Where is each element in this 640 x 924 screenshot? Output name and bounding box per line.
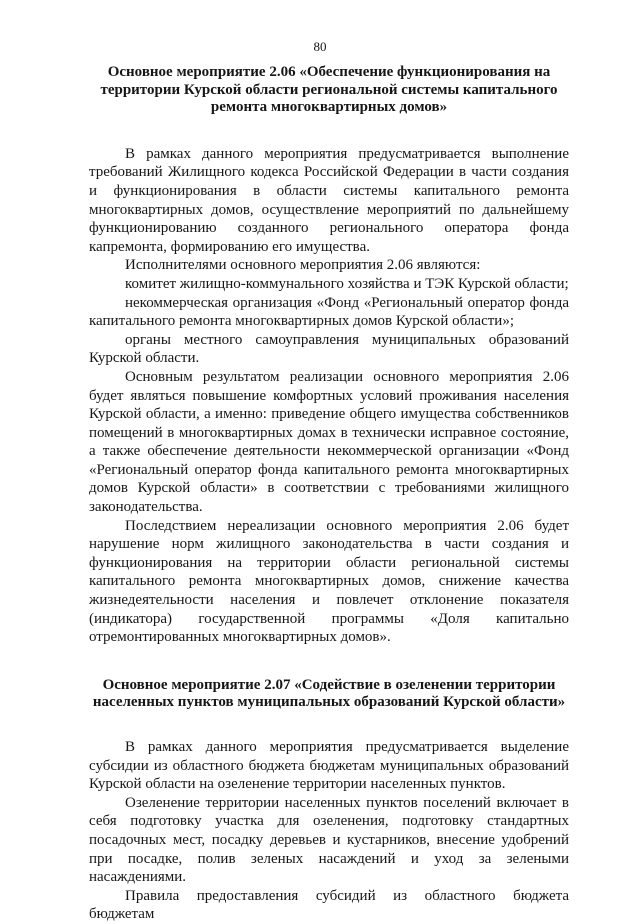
paragraph: Правила предоставления субсидий из областного бюджета бюджетам — [89, 887, 569, 923]
section-heading-2-06 — [89, 64, 569, 117]
heading-line: Основное мероприятие 2.06 «Обеспечение функционирования на — [107, 64, 551, 80]
heading-line: Основное мероприятие 2.07 «Содействие в озеленении территории — [102, 676, 556, 693]
paragraph: органы местного самоуправления муниципальных образований Курской области. — [89, 331, 569, 367]
page-number: 80 — [313, 39, 327, 54]
paragraph: Озеленение территории населенных пунктов поселений включает в себя подготовку участка для озеленения, подготовку стандартных посадочных мест, посадку деревьев и кустарников, внесение удобрений при посадке, полив зеленых насаждений и уход за зелеными насаждениями. — [89, 794, 569, 886]
page-content — [89, 64, 569, 924]
paragraph: некоммерческая организация «Фонд «Региональный оператор фонда капитального ремонта многоквартирных домов Курской области»; — [89, 294, 569, 330]
paragraph: В рамках данного мероприятия предусматривается выполнение требований Жилищного кодекса Российской Федерации в части создания и функционирования в области системы капитального ремонта многоквартирных домов, осуществление мероприятий по дальнейшему функционированию созданного регионального оператора фонда капремонта, формированию его имущества. — [89, 145, 569, 255]
paragraph: Исполнителями основного мероприятия 2.06 являются: — [125, 257, 481, 274]
heading-line: ремонта многоквартирных домов» — [210, 99, 448, 116]
heading-line: территории Курской области региональной системы капитального — [100, 81, 558, 98]
paragraph: Последствием нереализации основного мероприятия 2.06 будет нарушение норм жилищного законодательства в части создания и функционирования на территории области региональной системы капитального ремонта многоквартирных домов, снижение качества жизнедеятельности населения и повлечет отклонение показателя (индикатора) государственной программы «Доля капитально отремонтированных многоквартирных домов». — [89, 517, 569, 646]
section-body-2-07 — [89, 738, 569, 924]
paragraph: В рамках данного мероприятия предусматривается выделение субсидии из областного бюджета бюджетам муниципальных образований Курской области на озеленение территории населенных пунктов. — [89, 739, 569, 793]
paragraph: Основным результатом реализации основного мероприятия 2.06 будет являться повышение комфортных условий проживания населения Курской области, а именно: приведение общего имущества собственников помещений в многоквартирных домах в технически исправное состояние, а также обеспечение деятельности некоммерческой организации «Фонд «Региональный оператор фонда капитального ремонта многоквартирных домов Курской области» в соответствии с требованиями жилищного законодательства. — [89, 368, 569, 516]
section-heading-2-07 — [89, 677, 569, 712]
paragraph: комитет жилищно-коммунального хозяйства и ТЭК Курской области; — [125, 275, 569, 292]
heading-line: населенных пунктов муниципальных образований Курской области» — [92, 694, 566, 711]
section-body-2-06 — [89, 145, 569, 647]
